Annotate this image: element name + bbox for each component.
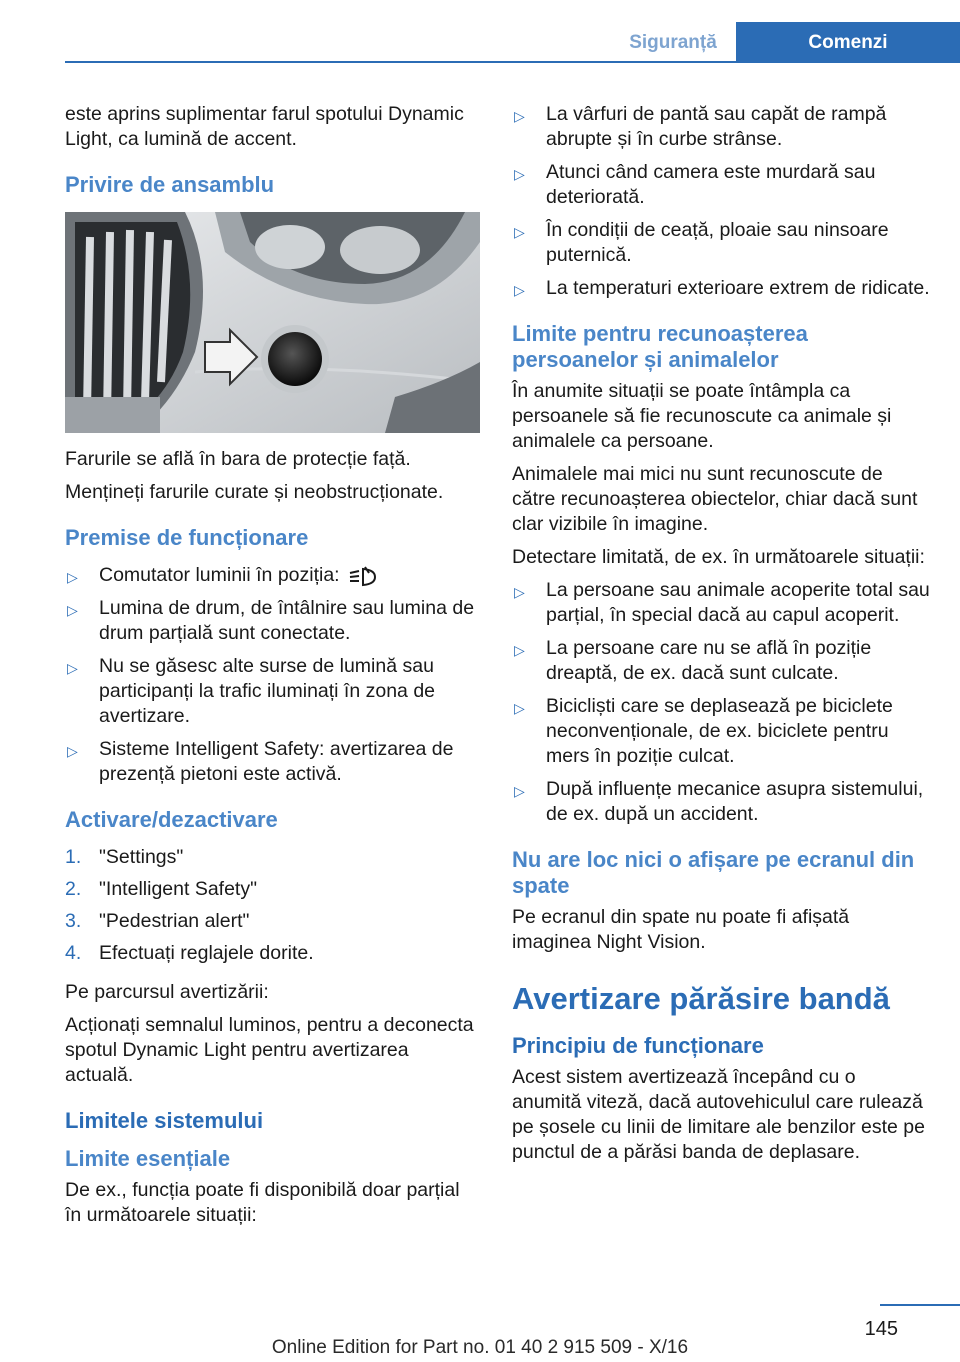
list-item: 3. "Pedestrian alert" <box>65 910 250 932</box>
bullet-triangle-icon: ▷ <box>67 569 78 585</box>
bullet-triangle-icon: ▷ <box>67 743 78 759</box>
list-item: 1. "Settings" <box>65 846 184 868</box>
page-number: 145 <box>864 1318 898 1340</box>
list-item: ▷ La vârfuri de pantă sau capăt de rampă abrupte și în curbe strânse. <box>514 103 887 150</box>
list-item: 4. Efectuați reglajele dorite. <box>65 942 314 964</box>
list-item: ▷ Sisteme Intelligent Safety: avertizarea de prezență pietoni este activă. <box>67 738 454 785</box>
bullet-triangle-icon: ▷ <box>67 660 78 676</box>
limits-heading: Limitele sistemului <box>65 1108 264 1133</box>
list-item: ▷ După influențe mecanice asupra sistemului, de ex. după un accident. <box>514 778 924 825</box>
list-item: 2. "Intelligent Safety" <box>65 878 258 900</box>
prereq-list <box>65 563 480 787</box>
list-item: ▷ Nu se găsesc alte surse de lumină sau participanți la trafic iluminați în zona de avertizare. <box>67 655 436 727</box>
prereq-heading: Premise de funcționare <box>65 525 309 550</box>
bullet-triangle-icon: ▷ <box>514 700 525 716</box>
list-item: ▷ La temperaturi exterioare extrem de ridicate. <box>512 276 930 301</box>
display-heading: Nu are loc nici o afișare pe ecranul din spate <box>512 847 915 898</box>
overview-heading: Privire de ansamblu <box>65 172 275 197</box>
bullet-triangle-icon: ▷ <box>514 282 525 298</box>
detection-list <box>512 578 930 827</box>
recognition-p1: În anumite situații se poate întâmpla ca persoanele să fie recunoscute ca animale și animalele ca persoane. <box>512 380 892 452</box>
lane-departure-heading: Avertizare părăsire bandă <box>512 981 890 1016</box>
caption-clean: Mențineți farurile curate și neobstrucționate. <box>65 481 444 503</box>
bullet-triangle-icon: ▷ <box>514 224 525 240</box>
list-item: ▷ În condiții de ceață, ploaie sau ninsoare puternică. <box>514 219 889 266</box>
essential-heading: Limite esențiale <box>65 1146 231 1171</box>
bullet-triangle-icon: ▷ <box>514 166 525 182</box>
bullet-triangle-icon: ▷ <box>67 602 78 618</box>
during-text: Acționați semnalul luminos, pentru a deconecta spotul Dynamic Light pentru avertizarea actuală. <box>65 1014 474 1086</box>
principle-heading: Principiu de funcționare <box>512 1033 764 1058</box>
bullet-triangle-icon: ▷ <box>514 584 525 600</box>
left-column <box>65 102 480 1236</box>
tab-siguranta[interactable]: Siguranță <box>629 32 717 53</box>
bullet-triangle-icon: ▷ <box>514 783 525 799</box>
list-item: ▷ La persoane sau animale acoperite total sau parțial, în special dacă au capul acoperit. <box>514 579 930 626</box>
recognition-p3: Detectare limitată, de ex. în următoarele situații: <box>512 546 925 568</box>
caption-bumper: Farurile se află în bara de protecție față. <box>65 448 411 470</box>
tab-comenzi[interactable]: Comenzi <box>736 22 960 63</box>
bullet-triangle-icon: ▷ <box>514 642 525 658</box>
list-item: ▷ Bicicliști care se deplasează pe biciclete neconvenționale, de ex. biciclete pentru mers în poziție culcat. <box>514 695 893 767</box>
list-item: ▷ Atunci când camera este murdară sau deteriorată. <box>514 161 876 208</box>
display-text: Pe ecranul din spate nu poate fi afișată imaginea Night Vision. <box>512 906 850 953</box>
conditions-list <box>512 102 930 301</box>
list-item: ▷ Lumina de drum, de întâlnire sau lumina de drum parțială sunt conectate. <box>67 597 475 644</box>
headlight-photo <box>65 212 480 433</box>
right-column <box>512 102 930 1173</box>
list-item: ▷ La persoane care nu se află în poziție dreaptă, de ex. dacă sunt culcate. <box>514 637 872 684</box>
bullet-triangle-icon: ▷ <box>514 108 525 124</box>
activation-heading: Activare/dezactivare <box>65 807 278 832</box>
principle-text: Acest sistem avertizează începând cu o anumită viteză, dacă autovehiculul care rulează pe șosele cu linii de limitare ale benzilor este pe punctul de a părăsi banda de deplasare. <box>512 1066 925 1163</box>
activation-steps <box>65 845 480 966</box>
auto-headlight-icon <box>348 565 378 587</box>
essential-text: De ex., funcția poate fi disponibilă doar parțial în următoarele situații: <box>65 1179 460 1226</box>
during-label: Pe parcursul avertizării: <box>65 981 269 1003</box>
edition-footer: Online Edition for Part no. 01 40 2 915 509 - X/16 <box>271 1337 689 1358</box>
footer-rule <box>880 1304 960 1306</box>
intro-paragraph: este aprins suplimentar farul spotului Dynamic Light, ca lumină de accent. <box>65 103 464 150</box>
recognition-heading: Limite pentru recunoașterea persoanelor și animalelor <box>512 321 808 372</box>
recognition-p2: Animalele mai mici nu sunt recunoscute de către recunoașterea obiectelor, chiar dacă sunt clar vizibile în imagine. <box>512 463 918 535</box>
list-item: ▷ Comutator luminii în poziția: <box>65 563 480 588</box>
